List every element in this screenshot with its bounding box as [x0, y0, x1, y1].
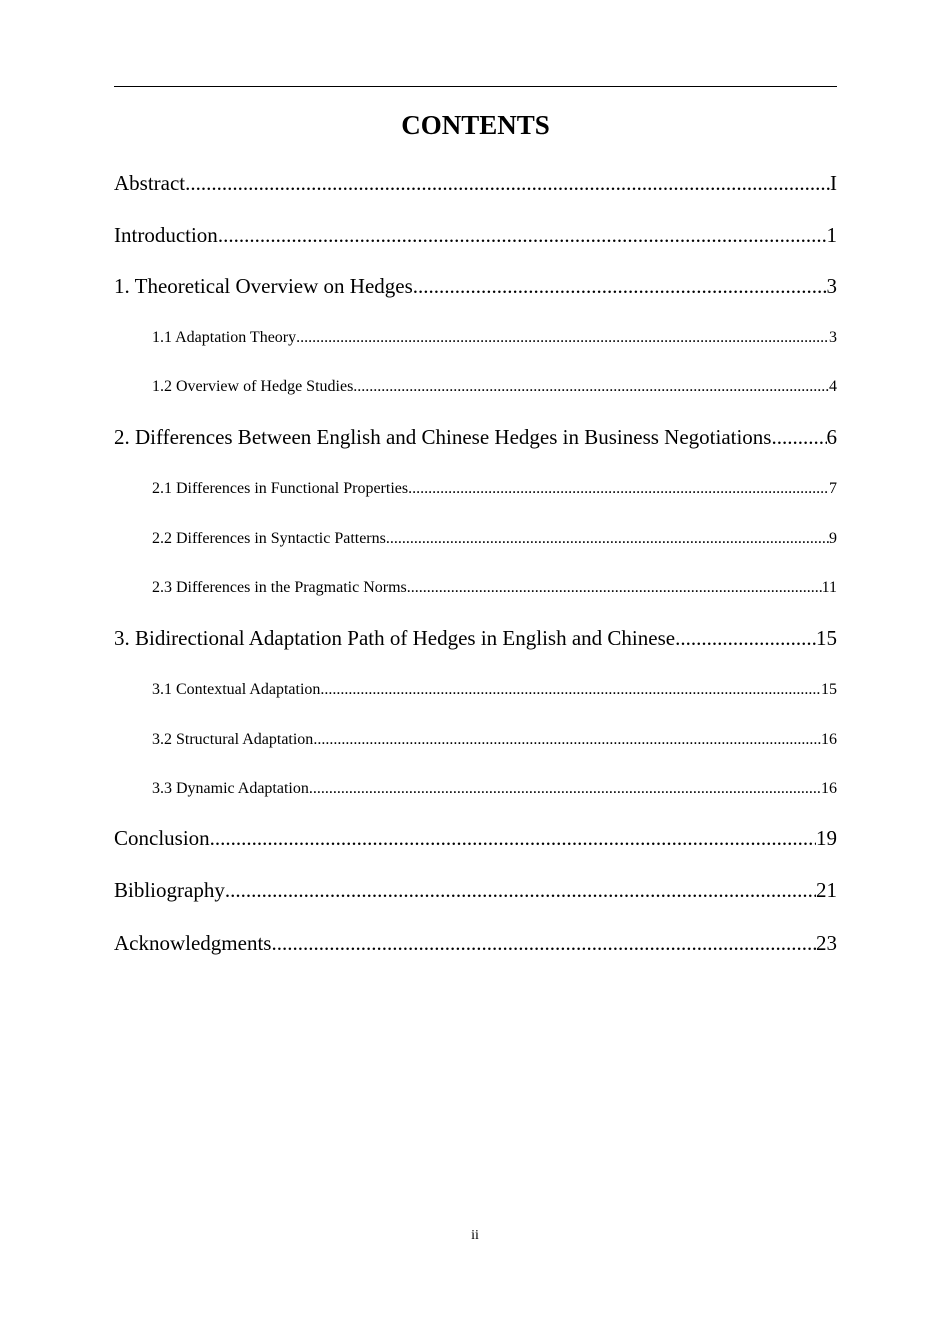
toc-entry-section-1-1[interactable] [152, 328, 837, 348]
toc-entry-page: 16 [821, 731, 837, 748]
toc-entry-page: 3 [826, 274, 837, 298]
toc-dot-leader [185, 170, 830, 196]
toc-dot-leader [408, 479, 829, 499]
header-rule [114, 86, 837, 87]
toc-dot-leader [296, 328, 829, 348]
toc-entry-page: 19 [816, 826, 837, 850]
toc-entry-section-2-2[interactable] [152, 529, 837, 549]
toc-entry-section-2-1[interactable] [152, 479, 837, 499]
toc-dot-leader [313, 730, 821, 750]
toc-entry-section-3-3[interactable] [152, 779, 837, 799]
toc-dot-leader [320, 680, 821, 700]
toc-entry-abstract[interactable] [114, 170, 837, 196]
toc-entry-label: Bibliography [114, 878, 225, 902]
toc-entry-label: Acknowledgments [114, 931, 272, 955]
toc-entry-label: 3.2 Structural Adaptation [152, 731, 314, 748]
toc-entry-section-2-3[interactable] [152, 578, 837, 598]
toc-entry-page: 16 [821, 780, 837, 797]
toc-entry-page: 9 [829, 530, 837, 547]
toc-entry-section-3-1[interactable] [152, 680, 837, 700]
toc-entry-conclusion[interactable] [114, 825, 837, 851]
toc-entry-label: Introduction [114, 223, 218, 247]
toc-entry-label: 1.1 Adaptation Theory [152, 329, 297, 346]
toc-entry-page: 11 [821, 579, 837, 596]
toc-dot-leader [353, 377, 829, 397]
toc-dot-leader [218, 222, 827, 248]
toc-entry-label: 2.2 Differences in Syntactic Patterns [152, 530, 386, 547]
toc-entry-page: I [830, 171, 837, 195]
toc-entry-label: Conclusion [114, 826, 210, 850]
toc-entry-page: 3 [829, 329, 837, 346]
toc-entry-label: 3.1 Contextual Adaptation [152, 681, 321, 698]
toc-dot-leader [210, 825, 816, 851]
toc-dot-leader [413, 273, 827, 299]
toc-entry-page: 4 [829, 378, 837, 395]
toc-entry-chapter-1[interactable] [114, 273, 837, 299]
toc-dot-leader [771, 424, 826, 450]
toc-entry-page: 1 [826, 223, 837, 247]
toc-entry-section-3-2[interactable] [152, 730, 837, 750]
toc-entry-introduction[interactable] [114, 222, 837, 248]
toc-entry-acknowledgments[interactable] [114, 930, 837, 956]
toc-entry-label: Abstract [114, 171, 186, 195]
toc-dot-leader [225, 877, 816, 903]
toc-entry-label: 2.3 Differences in the Pragmatic Norms [152, 579, 407, 596]
toc-entry-chapter-3[interactable] [114, 625, 837, 651]
toc-entry-chapter-2[interactable] [114, 424, 837, 450]
footer-page-number: ii [471, 1228, 479, 1243]
toc-dot-leader [675, 625, 816, 651]
toc-entry-bibliography[interactable] [114, 877, 837, 903]
toc-dot-leader [271, 930, 816, 956]
toc-entry-label: 3. Bidirectional Adaptation Path of Hedges in English and Chinese [114, 626, 676, 650]
toc-entry-page: 7 [829, 480, 837, 497]
toc-entry-section-1-2[interactable] [152, 377, 837, 397]
toc-entry-label: 1.2 Overview of Hedge Studies [152, 378, 354, 395]
toc-dot-leader [309, 779, 821, 799]
toc-entry-label: 3.3 Dynamic Adaptation [152, 780, 309, 797]
toc-entry-page: 21 [816, 878, 837, 902]
toc-entry-page: 15 [816, 626, 837, 650]
toc-entry-label: 1. Theoretical Overview on Hedges [114, 274, 413, 298]
toc-entry-label: 2.1 Differences in Functional Properties [152, 480, 409, 497]
toc-entry-page: 23 [816, 931, 837, 955]
toc-entry-page: 15 [821, 681, 837, 698]
toc-entry-label: 2. Differences Between English and Chinese Hedges in Business Negotiations [114, 425, 772, 449]
toc-dot-leader [407, 578, 822, 598]
toc-dot-leader [386, 529, 829, 549]
page-title: CONTENTS [401, 110, 550, 140]
toc-entry-page: 6 [826, 425, 837, 449]
